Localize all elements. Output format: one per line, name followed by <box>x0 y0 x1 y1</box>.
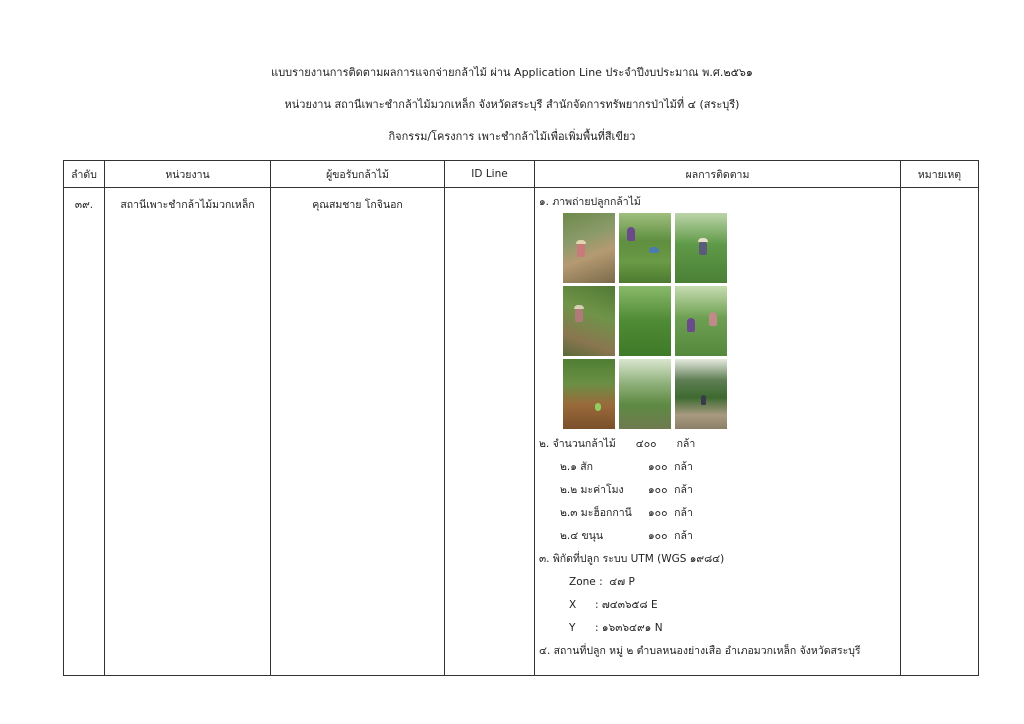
planting-photo <box>563 213 615 283</box>
col-header-id-line: ID Line <box>445 161 535 188</box>
species-name: ๒.๒ มะค่าโมง <box>560 484 624 496</box>
planting-photo <box>675 359 727 429</box>
species-unit: กล้า <box>674 530 693 542</box>
col-header-agency: หน่วยงาน <box>105 161 271 188</box>
coord-heading: ๓. พิกัดที่ปลูก ระบบ UTM (WGS ๑๙๘๔) <box>539 553 725 565</box>
cell-recipient <box>271 188 445 676</box>
species-unit: กล้า <box>674 507 693 519</box>
species-unit: กล้า <box>674 461 693 473</box>
x-value: : ๗๔๓๖๕๘ E <box>595 599 658 611</box>
zone-value: ๔๗ P <box>609 576 635 588</box>
utm-zone <box>539 575 900 598</box>
report-title: แบบรายงานการติดตามผลการแจกจ่ายกล้าไม้ ผ่าน Application Line ประจำปีงบประมาณ พ.ศ.๒๕๖๑ <box>271 66 753 79</box>
count-label: ๒. จำนวนกล้าไม้ <box>539 438 616 450</box>
unit-line: หน่วยงาน สถานีเพาะชำกล้าไม้มวกเหล็ก จังหวัดสระบุรี สำนักจัดการทรัพยากรป่าไม้ที่ ๔ (สระบุรี) <box>284 98 740 111</box>
cell-id-line <box>445 188 535 676</box>
list-item <box>539 506 900 529</box>
id-line-value <box>445 188 534 196</box>
y-value: : ๑๖๓๖๔๙๑ N <box>595 622 663 634</box>
species-qty: ๑๐๐ <box>648 484 668 496</box>
cell-result <box>535 188 901 676</box>
recipient-name: คุณสมชาย โกจินอก <box>312 199 403 211</box>
planting-location: ๔. สถานที่ปลูก หมู่ ๒ ตำบลหนองย่างเสือ อำเภอมวกเหล็ก จังหวัดสระบุรี <box>539 645 861 657</box>
utm-y <box>539 621 900 644</box>
species-unit: กล้า <box>674 484 693 496</box>
col-header-seq: ลำดับ <box>64 161 105 188</box>
planting-photo <box>563 286 615 356</box>
report-table <box>63 160 979 676</box>
agency-name: สถานีเพาะชำกล้าไม้มวกเหล็ก <box>120 199 255 211</box>
planting-photo <box>619 213 671 283</box>
count-unit: กล้า <box>676 438 696 450</box>
col-header-recipient: ผู้ขอรับกล้าไม้ <box>271 161 445 188</box>
cell-note <box>901 188 979 676</box>
seq-number: ๓๙. <box>74 199 94 211</box>
count-value: ๔๐๐ <box>635 438 657 450</box>
planting-photo <box>675 213 727 283</box>
table-header-row <box>64 161 979 188</box>
species-name: ๒.๑ สัก <box>560 461 594 473</box>
planting-photo <box>619 286 671 356</box>
result-content <box>535 188 900 667</box>
cell-agency <box>105 188 271 676</box>
y-label: Y <box>569 622 576 634</box>
table-row <box>64 188 979 676</box>
species-name: ๒.๓ มะฮ็อกกานี <box>560 507 632 519</box>
planting-photo-grid <box>563 213 727 429</box>
list-item <box>539 529 900 552</box>
seedling-count <box>539 437 900 460</box>
zone-label: Zone : <box>569 576 603 588</box>
planting-photo <box>563 359 615 429</box>
note-value <box>901 188 978 196</box>
list-item <box>539 483 900 506</box>
species-qty: ๑๐๐ <box>648 461 668 473</box>
photos-heading: ๑. ภาพถ่ายปลูกกล้าไม้ <box>539 196 641 208</box>
planting-photo <box>619 359 671 429</box>
species-qty: ๑๐๐ <box>648 507 668 519</box>
species-qty: ๑๐๐ <box>648 530 668 542</box>
cell-seq <box>64 188 105 676</box>
x-label: X <box>569 599 577 611</box>
col-header-note: หมายเหตุ <box>901 161 979 188</box>
utm-x <box>539 598 900 621</box>
species-name: ๒.๔ ขนุน <box>560 530 604 542</box>
col-header-result: ผลการติดตาม <box>535 161 901 188</box>
activity-line: กิจกรรม/โครงการ เพาะชำกล้าไม้เพื่อเพิ่มพื้นที่สีเขียว <box>388 130 636 143</box>
planting-photo <box>675 286 727 356</box>
list-item <box>539 460 900 483</box>
